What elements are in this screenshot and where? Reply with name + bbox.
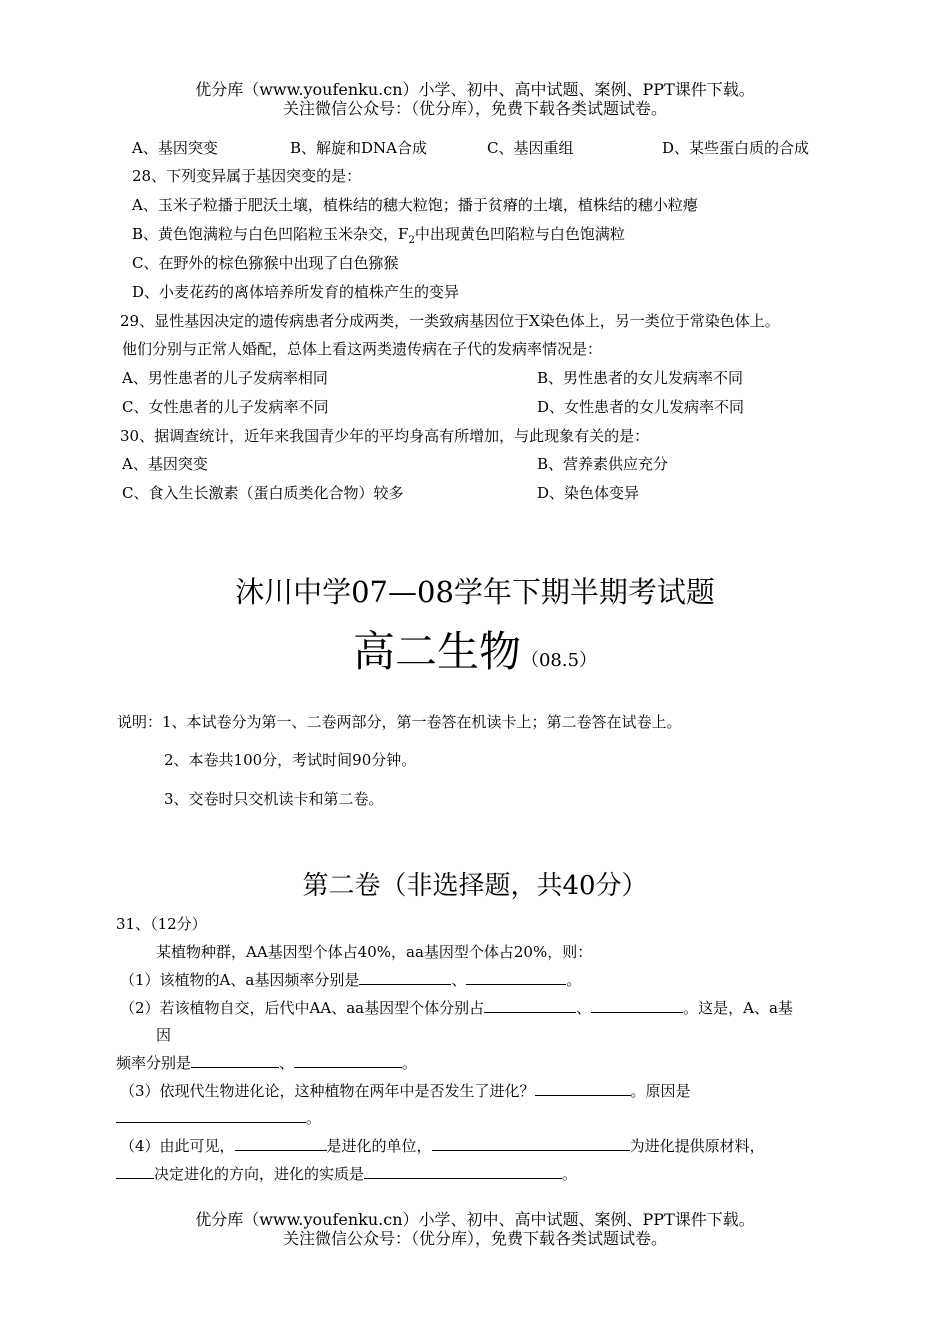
q28-option-c: C、在野外的棕色猕猴中出现了白色猕猴 [132, 254, 399, 272]
q31-part-3: （3）依现代生物进化论，这种植物在两年中是否发生了进化？ 。原因是 [120, 1082, 691, 1100]
exam-subject-title: 高二生物（08.5） [352, 627, 598, 676]
q29-stem-2: 他们分别与正常人婚配，总体上看这两类遗传病在子代的发病率情况是： [122, 340, 603, 358]
instruction-1: 说明：1、本试卷分为第一、二卷两部分，第一卷答在机读卡上；第二卷答在试卷上。 [117, 713, 682, 731]
q28-option-b: B、黄色饱满粒与白色凹陷粒玉米杂交，$F_2$中出现黄色凹陷粒与白色饱满粒 [132, 225, 625, 246]
q27-option-b: B、解旋和DNA合成 [290, 139, 428, 157]
q29-option-d: D、女性患者的女儿发病率不同 [537, 398, 745, 416]
q29-option-a: A、男性患者的儿子发病率相同 [122, 369, 328, 387]
q29-option-c: C、女性患者的儿子发病率不同 [122, 398, 329, 416]
q27-option-a: A、基因突变 [132, 139, 218, 157]
instruction-2: 2、本卷共100分，考试时间90分钟。 [164, 751, 417, 769]
answer-blank[interactable] [364, 1164, 562, 1179]
answer-blank[interactable] [235, 1136, 327, 1151]
answer-blank[interactable] [359, 970, 451, 985]
q30-stem: 30、据调查统计，近年来我国青少年的平均身高有所增加，与此现象有关的是： [120, 427, 650, 445]
header-line-1: 优分库（www.youfenku.cn）小学、初中、高中试题、案例、PPT课件下载。 [195, 80, 755, 99]
q30-option-c: C、食入生长激素（蛋白质类化合物）较多 [122, 484, 404, 502]
q27-option-c: C、基因重组 [487, 139, 574, 157]
q31-part-3-cont: 。 [116, 1108, 321, 1128]
q28-option-a: A、玉米子粒播于肥沃土壤，植株结的穗大粒饱；播于贫瘠的土壤，植株结的穗小粒瘪 [132, 196, 698, 214]
answer-blank[interactable] [535, 1081, 631, 1096]
q28-option-d: D、小麦花药的离体培养所发育的植株产生的变异 [132, 283, 460, 301]
q31-part-4: （4）由此可见， 是进化的单位， 为进化提供原材料， [120, 1137, 765, 1155]
q27-option-d: D、某些蛋白质的合成 [662, 139, 810, 157]
footer-line-2: 关注微信公众号：（优分库），免费下载各类试题试卷。 [282, 1229, 667, 1248]
header-line-2: 关注微信公众号：（优分库），免费下载各类试题试卷。 [282, 99, 667, 118]
exam-school-title: 沐川中学07—08学年下期半期考试题 [235, 575, 715, 609]
answer-blank[interactable] [116, 1108, 306, 1123]
answer-blank[interactable] [294, 1053, 402, 1068]
q31-part-4-cont: 决定进化的方向，进化的实质是 。 [116, 1164, 577, 1184]
instruction-3: 3、交卷时只交机读卡和第二卷。 [164, 790, 384, 808]
q31-part-2-wrap: 因 [156, 1026, 172, 1044]
q29-option-b: B、男性患者的女儿发病率不同 [537, 369, 744, 387]
q31-part-2: （2）若该植物自交，后代中AA、aa基因型个体分别占 、 。这是，A、a基 [120, 999, 793, 1017]
answer-blank[interactable] [591, 998, 683, 1013]
q30-option-b: B、营养素供应充分 [537, 455, 669, 473]
q28-stem: 28、下列变异属于基因突变的是： [132, 167, 362, 185]
q29-stem-1: 29、显性基因决定的遗传病患者分成两类，一类致病基因位于X染色体上，另一类位于常染色体上。 [120, 312, 780, 330]
answer-blank[interactable] [432, 1136, 630, 1151]
exam-date: （08.5） [520, 650, 598, 671]
q31-part-2-cont: 频率分别是 、 。 [116, 1054, 418, 1072]
answer-blank[interactable] [466, 970, 566, 985]
q31-intro: 某植物种群，AA基因型个体占40%，aa基因型个体占20%，则： [156, 943, 593, 961]
q31-head: 31、（12分） [116, 915, 207, 933]
q30-option-a: A、基因突变 [122, 455, 208, 473]
q31-part-1: （1）该植物的A、a基因频率分别是 、 。 [120, 971, 582, 989]
answer-blank[interactable] [484, 998, 576, 1013]
answer-blank[interactable] [116, 1164, 154, 1179]
section-2-title: 第二卷（非选择题，共40分） [302, 871, 648, 901]
answer-blank[interactable] [191, 1053, 279, 1068]
q30-option-d: D、染色体变异 [537, 484, 640, 502]
footer-line-1: 优分库（www.youfenku.cn）小学、初中、高中试题、案例、PPT课件下载。 [195, 1210, 755, 1229]
